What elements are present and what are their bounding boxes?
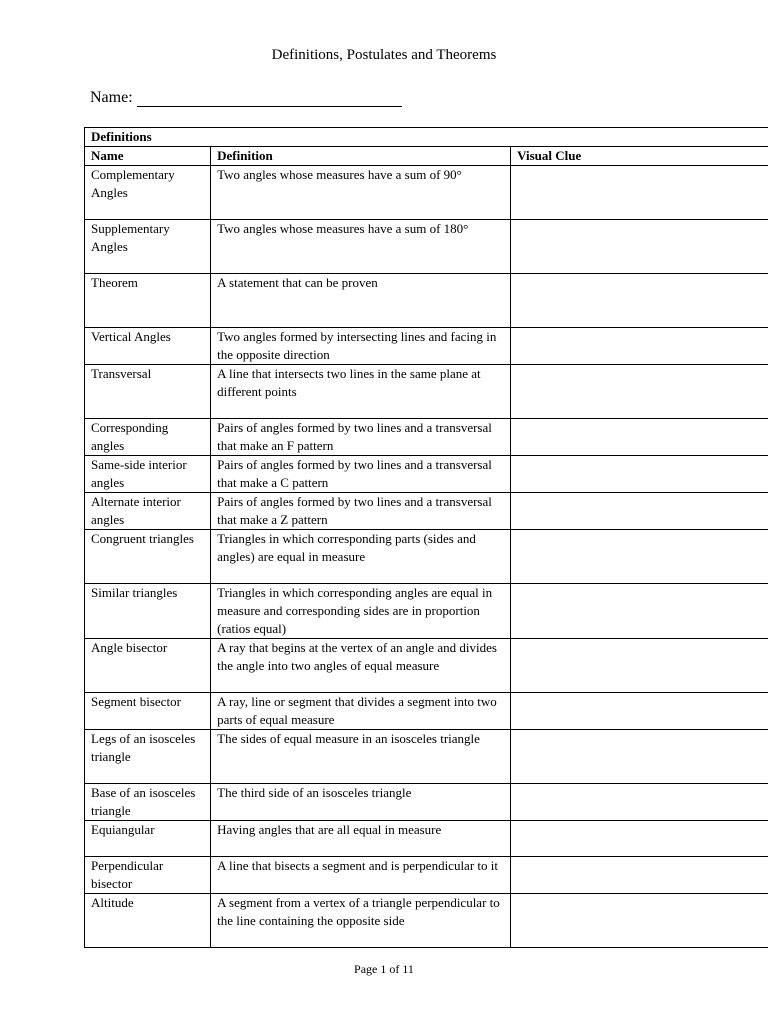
term-name: Vertical Angles [85, 328, 211, 365]
table-row [85, 419, 768, 456]
term-name: Alternate interior angles [85, 493, 211, 530]
table-row [85, 365, 768, 419]
visual-clue-cell [511, 584, 768, 639]
term-name: Equiangular [85, 821, 211, 857]
term-definition: Triangles in which corresponding parts (sides and angles) are equal in measure [211, 530, 511, 584]
visual-clue-cell [511, 857, 768, 894]
term-name: Base of an isosceles triangle [85, 784, 211, 821]
table-row [85, 220, 768, 274]
term-name: Corresponding angles [85, 419, 211, 456]
term-name: Altitude [85, 894, 211, 948]
term-name: Theorem [85, 274, 211, 328]
visual-clue-cell [511, 730, 768, 784]
visual-clue-cell [511, 328, 768, 365]
visual-clue-cell [511, 821, 768, 857]
term-definition: Pairs of angles formed by two lines and a transversal that make a C pattern [211, 456, 511, 493]
table-row [85, 530, 768, 584]
name-field [90, 89, 402, 107]
visual-clue-cell [511, 456, 768, 493]
term-definition: A line that bisects a segment and is perpendicular to it [211, 857, 511, 894]
table-row [85, 584, 768, 639]
term-name: Legs of an isosceles triangle [85, 730, 211, 784]
section-heading: Definitions [85, 128, 768, 147]
table-row [85, 456, 768, 493]
page-title: Definitions, Postulates and Theorems [271, 47, 497, 63]
visual-clue-cell [511, 166, 768, 220]
term-definition: A segment from a vertex of a triangle perpendicular to the line containing the opposite side [211, 894, 511, 948]
table-row [85, 894, 768, 948]
table-row [85, 693, 768, 730]
visual-clue-cell [511, 784, 768, 821]
visual-clue-cell [511, 419, 768, 456]
term-definition: A statement that can be proven [211, 274, 511, 328]
table-row [85, 493, 768, 530]
term-name: Segment bisector [85, 693, 211, 730]
term-definition: Two angles formed by intersecting lines and facing in the opposite direction [211, 328, 511, 365]
header-definition: Definition [211, 147, 511, 166]
header-name: Name [85, 147, 211, 166]
term-definition: A ray that begins at the vertex of an angle and divides the angle into two angles of equal measure [211, 639, 511, 693]
term-name: Congruent triangles [85, 530, 211, 584]
table-row [85, 821, 768, 857]
term-definition: A line that intersects two lines in the same plane at different points [211, 365, 511, 419]
definitions-table [84, 127, 768, 948]
term-name: Transversal [85, 365, 211, 419]
page-number: Page 1 of 11 [354, 962, 414, 976]
table-row [85, 857, 768, 894]
table-row [85, 639, 768, 693]
visual-clue-cell [511, 493, 768, 530]
name-blank-line [137, 90, 402, 107]
term-definition: Pairs of angles formed by two lines and a transversal that make an F pattern [211, 419, 511, 456]
term-definition: Two angles whose measures have a sum of 90° [211, 166, 511, 220]
header-visual-clue: Visual Clue [511, 147, 768, 166]
term-name: Perpendicular bisector [85, 857, 211, 894]
column-header-row [85, 147, 768, 166]
visual-clue-cell [511, 894, 768, 948]
term-name: Angle bisector [85, 639, 211, 693]
visual-clue-cell [511, 693, 768, 730]
table-row [85, 166, 768, 220]
table-row [85, 274, 768, 328]
visual-clue-cell [511, 274, 768, 328]
visual-clue-cell [511, 220, 768, 274]
visual-clue-cell [511, 365, 768, 419]
term-name: Same-side interior angles [85, 456, 211, 493]
table-row [85, 328, 768, 365]
table-row [85, 784, 768, 821]
term-definition: A ray, line or segment that divides a segment into two parts of equal measure [211, 693, 511, 730]
term-definition: Pairs of angles formed by two lines and a transversal that make a Z pattern [211, 493, 511, 530]
visual-clue-cell [511, 530, 768, 584]
term-definition: Triangles in which corresponding angles are equal in measure and corresponding sides are in proportion (ratios equal) [211, 584, 511, 639]
term-definition: Having angles that are all equal in measure [211, 821, 511, 857]
name-label: Name: [90, 89, 133, 106]
table-row [85, 730, 768, 784]
visual-clue-cell [511, 639, 768, 693]
term-name: Supplementary Angles [85, 220, 211, 274]
term-name: Complementary Angles [85, 166, 211, 220]
term-definition: Two angles whose measures have a sum of 180° [211, 220, 511, 274]
term-definition: The sides of equal measure in an isosceles triangle [211, 730, 511, 784]
term-name: Similar triangles [85, 584, 211, 639]
term-definition: The third side of an isosceles triangle [211, 784, 511, 821]
section-heading-row [85, 128, 768, 147]
